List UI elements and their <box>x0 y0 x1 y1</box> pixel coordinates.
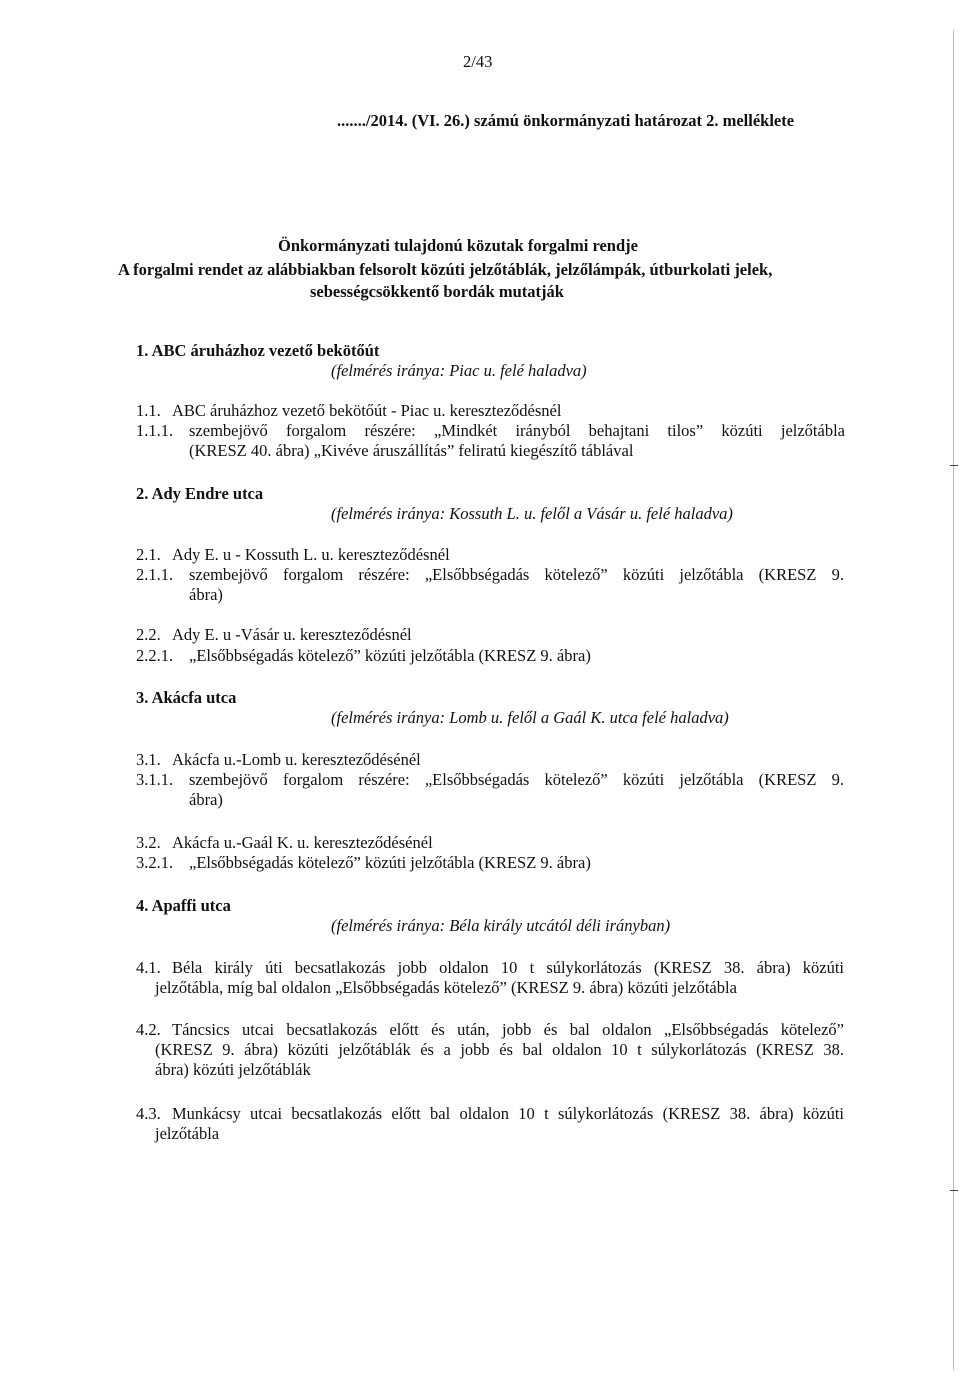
item-2-1-1-number: 2.1.1. <box>136 565 174 584</box>
item-4-2-number: 4.2. <box>136 1020 161 1039</box>
document-subtitle-line2: sebességcsökkentő bordák mutatják <box>310 282 564 301</box>
item-4-3-line1: Munkácsy utcai becsatlakozás előtt bal oldalon 10 t súlykorlátozás (KRESZ 38. ábra) közúti <box>172 1104 844 1123</box>
document-title: Önkormányzati tulajdonú közutak forgalmi rendje <box>278 236 638 255</box>
item-3-1-text: Akácfa u.-Lomb u. kereszteződésénél <box>172 750 421 769</box>
section-2-direction: (felmérés iránya: Kossuth L. u. felől a Vásár u. felé haladva) <box>331 504 733 523</box>
item-2-1-1-line1: szembejövő forgalom részére: „Elsőbbségadás kötelező” közúti jelzőtábla (KRESZ 9. <box>189 565 844 584</box>
section-1-heading: 1. ABC áruházhoz vezető bekötőút <box>136 341 380 360</box>
section-2-heading: 2. Ady Endre utca <box>136 484 264 503</box>
section-3-heading: 3. Akácfa utca <box>136 688 237 707</box>
section-3-direction: (felmérés iránya: Lomb u. felől a Gaál K. utca felé haladva) <box>331 708 729 727</box>
item-3-2-number: 3.2. <box>136 833 161 852</box>
item-2-2-1-number: 2.2.1. <box>136 646 174 665</box>
document-subtitle-line1: A forgalmi rendet az alábbiakban felsorolt közúti jelzőtáblák, jelzőlámpák, útburkolati jelek, <box>118 260 773 279</box>
item-3-2-1-number: 3.2.1. <box>136 853 174 872</box>
item-4-2-line2: (KRESZ 9. ábra) közúti jelzőtáblák és a jobb és bal oldalon 10 t súlykorlátozás (KRESZ 38. <box>155 1040 844 1059</box>
item-3-1-1-number: 3.1.1. <box>136 770 174 789</box>
item-1-1-1-line1: szembejövő forgalom részére: „Mindkét irányból behajtani tilos” közúti jelzőtábla <box>189 421 845 440</box>
item-2-2-number: 2.2. <box>136 625 161 644</box>
section-4-heading: 4. Apaffi utca <box>136 896 231 915</box>
item-3-1-1-line1: szembejövő forgalom részére: „Elsőbbségadás kötelező” közúti jelzőtábla (KRESZ 9. <box>189 770 844 789</box>
section-1-direction: (felmérés iránya: Piac u. felé haladva) <box>331 361 587 380</box>
item-2-1-number: 2.1. <box>136 545 161 564</box>
document-header: ......./2014. (VI. 26.) számú önkormányzati határozat 2. melléklete <box>337 111 795 130</box>
item-1-1-1-line2: (KRESZ 40. ábra) „Kivéve áruszállítás” feliratú kiegészítő táblával <box>189 441 634 460</box>
scan-edge-mark <box>950 1190 958 1191</box>
item-4-2-line3: ábra) közúti jelzőtáblák <box>155 1060 311 1079</box>
item-4-1-line2: jelzőtábla, míg bal oldalon „Elsőbbségadás kötelező” (KRESZ 9. ábra) közúti jelzőtábla <box>155 978 737 997</box>
item-1-1-1-number: 1.1.1. <box>136 421 174 440</box>
item-4-3-number: 4.3. <box>136 1104 161 1123</box>
item-4-1-number: 4.1. <box>136 958 161 977</box>
item-3-1-1-line2: ábra) <box>189 790 223 809</box>
item-4-3-line2: jelzőtábla <box>155 1124 220 1143</box>
item-2-1-text: Ady E. u - Kossuth L. u. kereszteződésnél <box>172 545 450 564</box>
item-2-2-text: Ady E. u -Vásár u. kereszteződésnél <box>172 625 412 644</box>
item-2-1-1-line2: ábra) <box>189 585 223 604</box>
item-2-2-1-text: „Elsőbbségadás kötelező” közúti jelzőtábla (KRESZ 9. ábra) <box>189 646 591 665</box>
section-4-direction: (felmérés iránya: Béla király utcától déli irányban) <box>331 916 671 935</box>
page-number: 2/43 <box>463 52 493 71</box>
item-1-1-number: 1.1. <box>136 401 161 420</box>
item-3-1-number: 3.1. <box>136 750 161 769</box>
item-4-2-line1: Táncsics utcai becsatlakozás előtt és után, jobb és bal oldalon „Elsőbbségadás kötelező” <box>172 1020 844 1039</box>
item-1-1-text: ABC áruházhoz vezető bekötőút - Piac u. kereszteződésnél <box>172 401 562 420</box>
item-3-2-1-text: „Elsőbbségadás kötelező” közúti jelzőtábla (KRESZ 9. ábra) <box>189 853 591 872</box>
item-3-2-text: Akácfa u.-Gaál K. u. kereszteződésénél <box>172 833 433 852</box>
scan-edge-line <box>953 30 954 1370</box>
item-4-1-line1: Béla király úti becsatlakozás jobb oldalon 10 t súlykorlátozás (KRESZ 38. ábra) közúti <box>172 958 844 977</box>
scan-edge-mark <box>950 465 958 466</box>
